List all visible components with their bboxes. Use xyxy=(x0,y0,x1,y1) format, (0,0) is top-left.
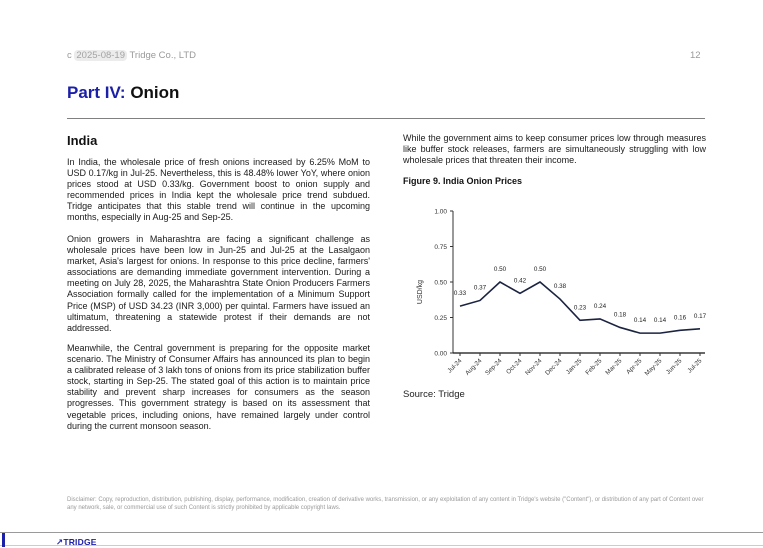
x-tick-label: Apr-25 xyxy=(625,357,644,376)
report-date: 2025-08-19 xyxy=(74,50,127,61)
paragraph-4: While the government aims to keep consumer prices low through measures like buffer stock releases, farmers are simultaneously struggling with low wholesale prices that threaten their income. xyxy=(403,133,706,166)
x-tick-label: Jan-25 xyxy=(565,357,584,376)
footer-divider xyxy=(0,532,763,533)
data-label: 0.14 xyxy=(634,317,647,324)
data-label: 0.24 xyxy=(594,303,607,310)
data-label: 0.16 xyxy=(674,314,687,321)
data-label: 0.18 xyxy=(614,311,627,318)
x-tick-label: Aug-24 xyxy=(464,357,484,377)
data-label: 0.42 xyxy=(514,277,527,284)
data-label: 0.37 xyxy=(474,284,487,291)
data-label: 0.50 xyxy=(534,266,547,273)
brand-name: TRIDGE xyxy=(63,537,96,547)
x-tick-label: Mar-25 xyxy=(604,357,623,376)
paragraph-3: Meanwhile, the Central government is preparing for the opposite market scenario. The Ministry of Consumer Affairs has announced its plan to begin a calibrated release of 3 lakh tons of onions from its price stabilization buffer stock, starting in Sep-25. The stated goal of this action is to maintain price stability and prevent sharp increases for consumers as the season progresses. This government strategy is based on its assessment that vegetable prices, including onions, have remained largely under control during the current monsoon season. xyxy=(67,343,370,432)
figure-title: Figure 9. India Onion Prices xyxy=(403,176,522,186)
disclaimer: Disclaimer: Copy, reproduction, distribution, publishing, display, performance, modification, creation of derivative works, transmission, or any exploitation of any content in Tridge's website ("Content"), or distribution of any part of Content over any network, sale, or commercial use of such Content is strictly prohibited by applicable copyright laws. xyxy=(67,497,707,512)
data-label: 0.14 xyxy=(654,317,667,324)
data-label: 0.33 xyxy=(454,290,467,297)
x-axis xyxy=(446,353,705,377)
tridge-logo xyxy=(56,537,97,548)
figure-source: Source: Tridge xyxy=(403,389,465,400)
copyright-prefix: c xyxy=(67,50,72,61)
title-divider xyxy=(67,118,705,119)
y-tick-label: 1.00 xyxy=(434,209,447,216)
x-tick-label: Oct-24 xyxy=(505,357,524,376)
paragraph-1: In India, the wholesale price of fresh onions increased by 6.25% MoM to USD 0.17/kg in Jul-25. Nevertheless, this is 48.48% lower YoY, where onion prices stood at USD 0.33/kg. Government boost to onion supply and recommended prices in India kept the wholesale price trend subdued. Tridge anticipates that this stable trend will continue in the upcoming months, especially in Aug-25 and Sep-25. xyxy=(67,157,370,224)
x-tick-label: Sep-24 xyxy=(484,357,504,377)
footer-divider-bottom xyxy=(0,545,763,546)
y-axis-label: USD/kg xyxy=(417,280,424,304)
x-tick-label: May-25 xyxy=(644,357,664,377)
page-title-topic: Onion xyxy=(130,83,179,102)
data-labels xyxy=(454,266,707,324)
header-copyright xyxy=(67,50,196,61)
x-tick-label: Dec-24 xyxy=(544,357,564,377)
data-label: 0.50 xyxy=(494,266,507,273)
data-label: 0.17 xyxy=(694,313,707,320)
x-tick-label: Jun-25 xyxy=(665,357,684,376)
data-label: 0.23 xyxy=(574,304,587,311)
page-number: 12 xyxy=(690,50,701,61)
logo-mark-icon: ↗︎ xyxy=(56,537,63,547)
y-tick-label: 0.50 xyxy=(434,280,447,287)
page-title-part: Part IV: xyxy=(67,83,126,102)
onion-price-chart xyxy=(403,198,713,383)
x-tick-label: Jul-24 xyxy=(446,357,463,374)
y-axis xyxy=(434,209,453,358)
x-tick-label: Feb-25 xyxy=(584,357,603,376)
page-edge-marker xyxy=(2,533,5,547)
x-tick-label: Nov-24 xyxy=(524,357,544,377)
data-label: 0.38 xyxy=(554,283,567,290)
y-tick-label: 0.25 xyxy=(434,315,447,322)
y-tick-label: 0.75 xyxy=(434,244,447,251)
paragraph-2: Onion growers in Maharashtra are facing a significant challenge as wholesale prices have been low in Jun-25 and Jul-25 at the Lasalgaon market, Asia's largest for onions. In response to this price decline, farmers' associations are demanding immediate government intervention. During a meeting on July 28, 2025, the Maharashtra State Onion Producers Farmers Association formally called for the implementation of a Minimum Support Price (MSP) of USD 34.23 (INR 3,000) per quintal. Farmers have issued an ultimatum, threatening a statewide protest if their demands are not addressed. xyxy=(67,234,370,334)
company-name: Tridge Co., LTD xyxy=(129,50,196,61)
section-heading: India xyxy=(67,133,97,148)
page-title xyxy=(67,83,179,103)
y-tick-label: 0.00 xyxy=(434,351,447,358)
x-tick-label: Jul-25 xyxy=(686,357,703,374)
